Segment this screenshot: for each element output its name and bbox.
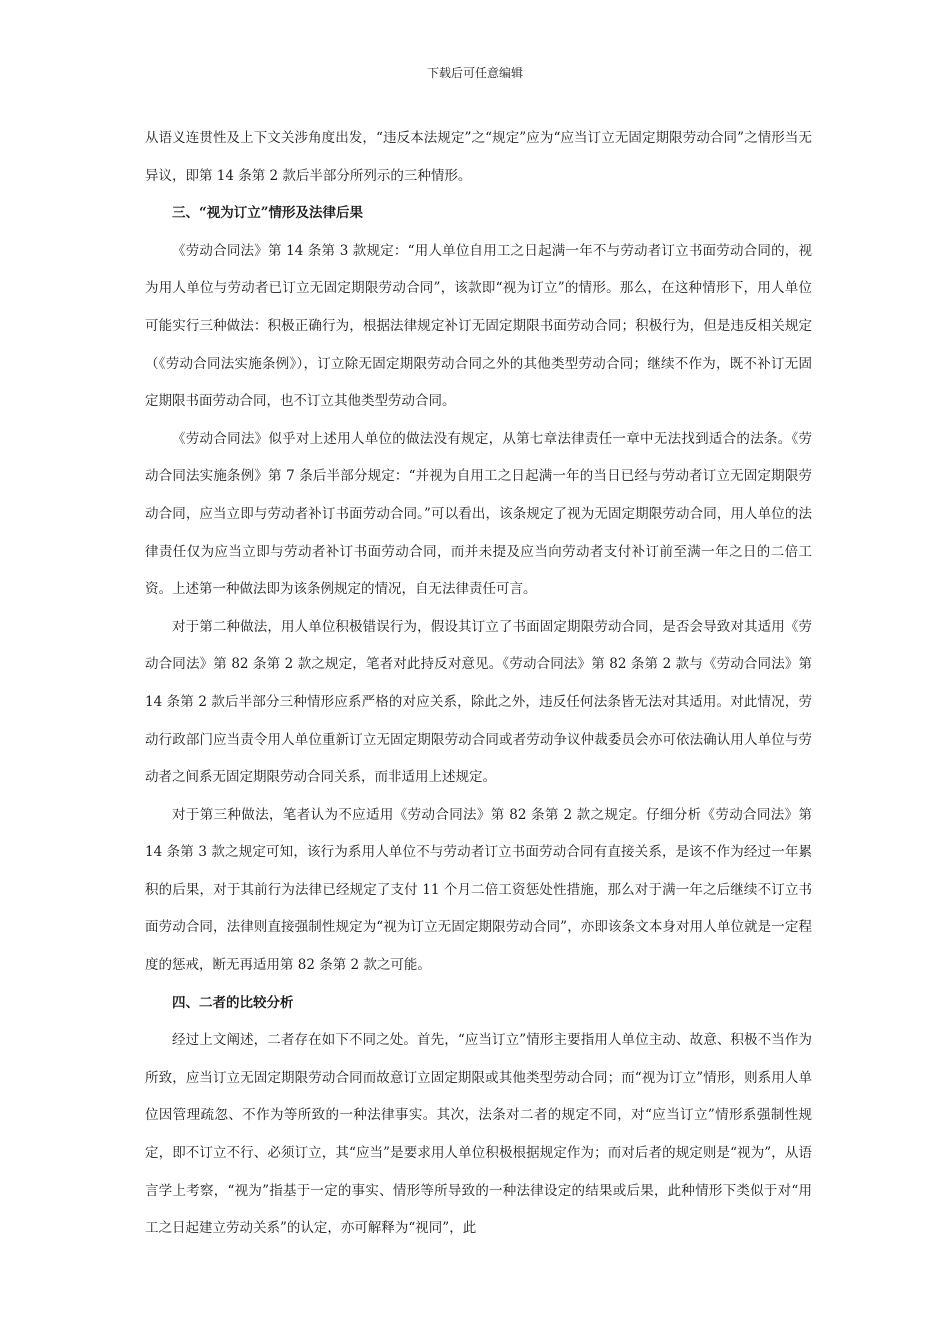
document-body bbox=[145, 120, 812, 1248]
paragraph-2: 《劳动合同法》似乎对上述用人单位的做法没有规定，从第七章法律责任一章中无法找到适合的法条。《劳动合同法实施条例》第 7 条后半部分规定：“并视为自用工之日起满一年的当日已经与劳动者订立无固定期限劳动合同，应当立即与劳动者补订书面劳动合同。”可以看出，该条规定了视为无固定期限劳动合同，用人单位的法律责任仅为应当立即与劳动者补订书面劳动合同，而并未提及应当向劳动者支付补订前至满一年之日的二倍工资。上述第一种做法即为该条例规定的情况，自无法律责任可言。 bbox=[145, 430, 812, 598]
paragraph-1: 《劳动合同法》第 14 条第 3 款规定：“用人单位自用工之日起满一年不与劳动者订立书面劳动合同的，视为用人单位与劳动者已订立无固定期限劳动合同”，该款即“视为订立”的情形。那么，在这种情形下，用人单位可能实行三种做法：积极正确行为，根据法律规定补订无固定期限书面劳动合同；积极行为，但是违反相关规定（《劳动合同法实施条例》），订立除无固定期限劳动合同之外的其他类型劳动合同；继续不作为，既不补订无固定期限书面劳动合同，也不订立其他类型劳动合同。 bbox=[145, 242, 812, 410]
paragraph-3: 对于第二种做法，用人单位积极错误行为，假设其订立了书面固定期限劳动合同，是否会导致对其适用《劳动合同法》第 82 条第 2 款之规定，笔者对此持反对意见。《劳动合同法》第 82 条第 2 款与《劳动合同法》第 14 条第 2 款后半部分三种情形应系严格的对应关系，除此之外，违反任何法条皆无法对其适用。对此情况，劳动行政部门应当责令用人单位重新订立无固定期限劳动合同或者劳动争议仲裁委员会亦可依法确认用人单位与劳动者之间系无固定期限劳动合同关系，而非适用上述规定。 bbox=[145, 618, 812, 786]
page-header: 下载后可任意编辑 bbox=[426, 66, 523, 80]
paragraph-intro: 从语义连贯性及上下文关涉角度出发，“违反本法规定”之“规定”应为“应当订立无固定期限劳动合同”之情形当无异议，即第 14 条第 2 款后半部分所列示的三种情形。 bbox=[145, 130, 812, 184]
paragraph-4: 对于第三种做法，笔者认为不应适用《劳动合同法》第 82 条第 2 款之规定。仔细分析《劳动合同法》第 14 条第 3 款之规定可知，该行为系用人单位不与劳动者订立书面劳动合同有直接关系，是该不作为经过一年累积的后果，对于其前行为法律已经规定了支付 11 个月二倍工资惩处性措施，那么对于满一年之后继续不订立书面劳动合同，法律则直接强制性规定为“视为订立无固定期限劳动合同”，亦即该条文本身对用人单位就是一定程度的惩戒，断无再适用第 82 条第 2 款之可能。 bbox=[145, 806, 812, 974]
section-heading-3: 三、“视为订立”情形及法律后果 bbox=[172, 205, 364, 222]
paragraph-5: 经过上文阐述，二者存在如下不同之处。首先，“应当订立”情形主要指用人单位主动、故意、积极不当作为所致，应当订立无固定期限劳动合同而故意订立固定期限或其他类型劳动合同；而“视为订立”情形，则系用人单位因管理疏忽、不作为等所致的一种法律事实。其次，法条对二者的规定不同，对“应当订立”情形系强制性规定，即不订立不行、必须订立，其“应当”是要求用人单位积极根据规定作为；而对后者的规定则是“视为”，从语言学上考察，“视为”指基于一定的事实、情形等所导致的一种法律设定的结果或后果，此种情形下类似于对“用工之日起建立劳动关系”的认定，亦可解释为“视同”，此 bbox=[145, 1032, 812, 1237]
section-heading-4: 四、二者的比较分析 bbox=[172, 994, 294, 1011]
